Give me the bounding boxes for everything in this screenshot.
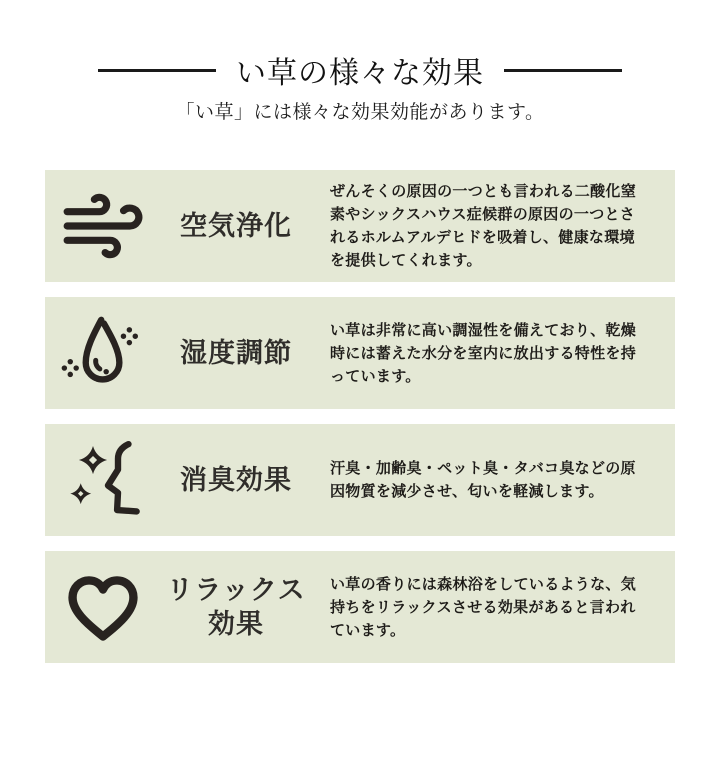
effect-title: 消臭効果 [180, 465, 292, 495]
effect-title: 空気浄化 [180, 211, 292, 241]
effect-description: 汗臭・加齢臭・ペット臭・タバコ臭などの原因物質を減少させ、匂いを軽減します。 [330, 460, 636, 500]
page-subtitle: 「い草」には様々な効果効能があります。 [175, 102, 545, 123]
droplet-icon [45, 308, 160, 399]
effect-card-relaxing [45, 551, 675, 663]
page-header [0, 50, 720, 90]
effect-card-air-purification [45, 170, 675, 282]
page-title: い草の様々な効果 [236, 57, 484, 90]
effect-card-humidity-control [45, 297, 675, 409]
effect-title: 湿度調節 [180, 338, 292, 368]
effect-description: い草の香りには森林浴をしているような、気持ちをリラックスさせる効果があると言われています。 [330, 575, 637, 639]
title-rule-left [98, 69, 216, 72]
title-rule-right [504, 69, 622, 72]
heart-icon [45, 565, 160, 649]
sparkle-icon [45, 435, 160, 526]
droplet-mist-dots-left [61, 358, 78, 376]
effect-description: い草は非常に高い調湿性を備えており、乾燥時には蓄えた水分を室内に放出する特性を持っています。 [330, 321, 637, 385]
effect-title: リラックス効果 [166, 575, 306, 639]
effect-card-deodorizing [45, 424, 675, 536]
wind-icon [45, 183, 160, 269]
effect-description: ぜんそくの原因の一つとも言われる二酸化窒素やシックスハウス症候群の原因の一つとされるホルムアルデヒドを吸着し、健康な環境を提供してくれます。 [330, 183, 637, 269]
effect-card-list [45, 170, 675, 663]
droplet-mist-dots-right [120, 327, 137, 345]
igusa-effects-infographic [0, 50, 720, 770]
